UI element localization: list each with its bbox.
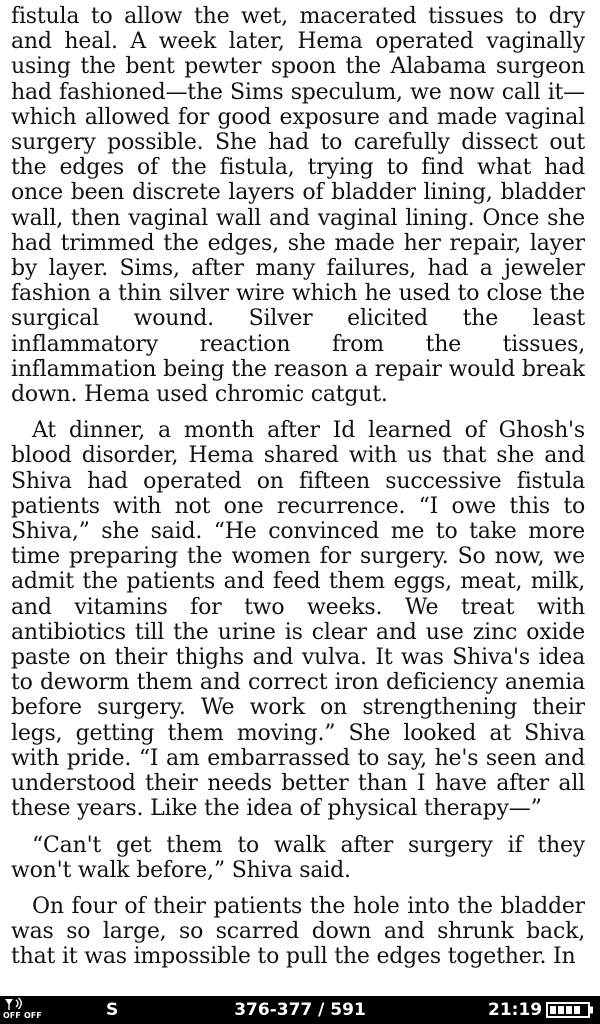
book-page[interactable] <box>11 4 585 984</box>
battery-cell <box>550 1006 556 1014</box>
battery-cell <box>558 1006 564 1014</box>
bluetooth-off-label: OFF <box>24 1011 42 1020</box>
sync-icon[interactable]: S <box>106 1000 119 1020</box>
battery-cell <box>574 1006 580 1014</box>
battery-cell <box>566 1006 572 1014</box>
wifi-icon <box>3 997 25 1011</box>
wifi-off-label: OFF <box>3 1011 21 1020</box>
status-bar <box>0 996 600 1024</box>
paragraph-3: “Can't get them to walk after surgery if they won't walk before,” Shiva said. <box>11 832 585 883</box>
paragraph-1: fistula to allow the wet, macerated tissues to dry and heal. A week later, Hema operated vaginally using the bent pewter spoon the Alabama surgeon had fashioned—the Sims speculum, we now call it—which allowed for good exposure and made vaginal surgery possible. She had to carefully dissect out the edges of the fistula, trying to find what had once been discrete layers of bladder lining, bladder wall, then vaginal wall and vaginal lining. Once she had trimmed the edges, she made her repair, layer by layer. Sims, after many failures, had a jeweler fashion a thin silver wire which he used to close the surgical wound. Silver elicited the least inflammatory reaction from the tissues, inflammation being the reason a repair would break down. Hema used chromic catgut. <box>11 4 585 408</box>
wireless-status[interactable] <box>3 996 47 1024</box>
battery-icon <box>546 1002 594 1018</box>
clock: 21:19 <box>488 1000 543 1020</box>
paragraph-2: At dinner, a month after Id learned of Ghosh's blood disorder, Hema shared with us that she and Shiva had operated on fifteen successive fistula patients with not one recurrence. “I owe this to Shiva,” she said. “He convinced me to take more time preparing the women for surgery. So now, we admit the patients and feed them eggs, meat, milk, and vitamins for two weeks. We treat with antibiotics till the urine is clear and use zinc oxide paste on their thighs and vulva. It was Shiva's idea to deworm them and correct iron deficiency anemia before surgery. We work on strengthening their legs, getting them moving.” She looked at Shiva with pride. “I am embarrassed to say, he's seen and understood their needs better than I have after all these years. Like the idea of physical therapy—” <box>11 418 585 822</box>
paragraph-4: On four of their patients the hole into the bladder was so large, so scarred down and shrunk back, that it was impossible to pull the edges together. In <box>11 893 585 970</box>
page-counter[interactable]: 376-377 / 591 <box>234 1000 366 1020</box>
